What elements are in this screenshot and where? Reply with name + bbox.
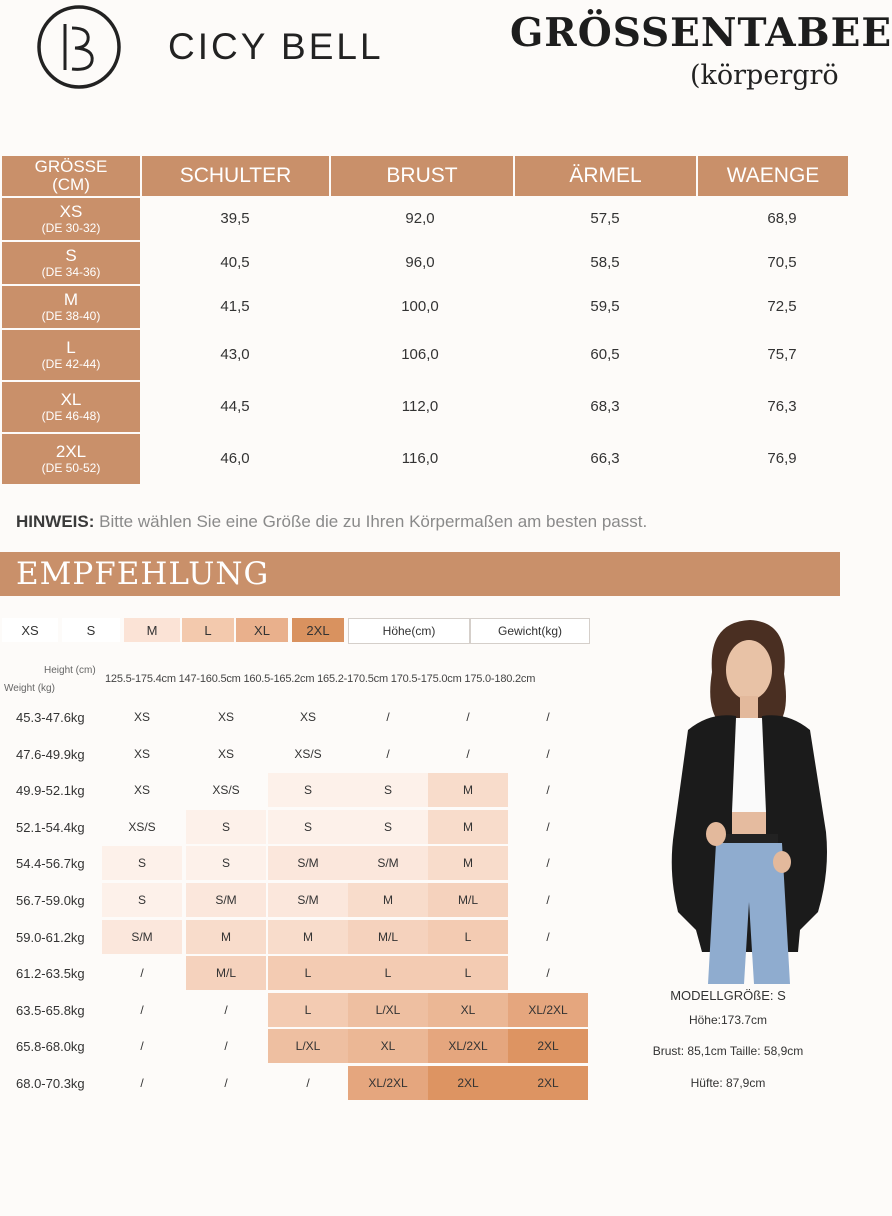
- recommendation-cell: S: [268, 773, 348, 807]
- recommendation-cell: /: [140, 1002, 144, 1017]
- size-table-cell: 76,3: [767, 398, 797, 415]
- recommendation-cell: XS/S: [186, 773, 266, 807]
- recommendation-cell: /: [140, 966, 144, 981]
- page-subtitle: (körpergrö: [690, 60, 839, 91]
- size-table-cell: 58,5: [590, 254, 620, 271]
- legend-size-chip: S: [62, 618, 120, 642]
- recommendation-cell: M/L: [348, 920, 428, 954]
- recommendation-cell: /: [546, 893, 550, 907]
- header-size: [2, 156, 140, 196]
- recommendation-cell: /: [546, 819, 550, 834]
- weight-range-label: 63.5-65.8kg: [16, 1002, 85, 1018]
- recommendation-cell: M: [348, 883, 428, 917]
- size-table-cell: 75,7: [767, 346, 797, 363]
- recommendation-cell: 2XL: [508, 1029, 588, 1063]
- size-note: [16, 512, 647, 532]
- recommendation-cell: XS/S: [102, 810, 182, 844]
- model-photo: [650, 612, 848, 984]
- recommendation-cell: S: [348, 773, 428, 807]
- size-name: M: [63, 290, 79, 309]
- size-name: 2XL: [55, 442, 87, 461]
- recommendation-cell: 2XL: [428, 1066, 508, 1100]
- recommendation-cell: S: [102, 883, 182, 917]
- recommendation-cell: S: [186, 810, 266, 844]
- banner-title: EMPFEHLUNG: [16, 556, 270, 592]
- recommendation-cell: L: [428, 956, 508, 990]
- recommendation-cell: /: [546, 966, 550, 981]
- recommendation-cell: /: [224, 1076, 228, 1090]
- size-row-label: [2, 330, 140, 380]
- recommendation-cell: L: [348, 956, 428, 990]
- size-table-cell: 39,5: [220, 210, 250, 227]
- recommendation-cell: S/M: [186, 883, 266, 917]
- size-table-cell: 112,0: [401, 398, 439, 415]
- size-table-cell: 41,5: [220, 298, 250, 315]
- recommendation-cell: /: [546, 783, 550, 798]
- recommendation-cell: XS/S: [268, 737, 348, 771]
- brand-logo-icon: [32, 4, 126, 90]
- recommendation-cell: /: [386, 746, 390, 761]
- size-name: XS: [59, 202, 83, 221]
- recommendation-cell: XS: [186, 700, 266, 734]
- recommendation-cell: XS: [186, 737, 266, 771]
- weight-range-label: 61.2-63.5kg: [16, 966, 85, 982]
- recommendation-cell: /: [306, 1076, 310, 1090]
- size-table-cell: 72,5: [767, 298, 797, 315]
- recommendation-cell: XL/2XL: [428, 1029, 508, 1063]
- size-table-cell: 92,0: [405, 210, 435, 227]
- recommendation-cell: /: [466, 710, 470, 724]
- recommendation-cell: L: [268, 956, 348, 990]
- legend-size-chip: M: [124, 618, 180, 642]
- weight-range-label: 49.9-52.1kg: [16, 783, 85, 799]
- recommendation-cell: /: [224, 1002, 228, 1017]
- model-size: MODELLGRÖßE: S: [670, 988, 786, 1003]
- recommendation-cell: XL: [428, 993, 508, 1027]
- recommendation-cell: L/XL: [268, 1029, 348, 1063]
- size-table-cell: 46,0: [220, 450, 250, 467]
- recommendation-cell: M: [428, 846, 508, 880]
- size-de-range: (DE 50-52): [41, 461, 101, 475]
- recommendation-cell: S/M: [102, 920, 182, 954]
- weight-range-label: 45.3-47.6kg: [16, 710, 85, 725]
- model-height: Höhe:173.7cm: [688, 1013, 768, 1027]
- recommendation-cell: XS: [102, 700, 182, 734]
- size-table-cell: 40,5: [220, 254, 250, 271]
- note-label: HINWEIS:: [16, 512, 95, 531]
- recommendation-cell: /: [546, 710, 550, 724]
- header-shoulder: SCHULTER: [142, 156, 329, 196]
- recommendation-cell: L: [428, 920, 508, 954]
- recommendation-cell: M: [268, 920, 348, 954]
- size-de-range: (DE 46-48): [41, 409, 101, 423]
- recommendation-cell: S/M: [348, 846, 428, 880]
- recommendation-cell: S/M: [268, 846, 348, 880]
- recommendation-cell: S: [348, 810, 428, 844]
- size-de-range: (DE 42-44): [41, 357, 101, 371]
- size-row-label: [2, 286, 140, 328]
- recommendation-cell: S: [102, 846, 182, 880]
- recommendation-cell: M/L: [186, 956, 266, 990]
- size-de-range: (DE 38-40): [41, 309, 101, 323]
- size-table-cell: 106,0: [401, 346, 439, 363]
- recommendation-cell: S: [268, 810, 348, 844]
- size-table-cell: 44,5: [220, 398, 250, 415]
- recommendation-cell: M/L: [428, 883, 508, 917]
- weight-range-label: 59.0-61.2kg: [16, 929, 85, 945]
- size-table-cell: 66,3: [590, 450, 620, 467]
- model-bust-waist: Brust: 85,1cm Taille: 58,9cm: [652, 1044, 804, 1058]
- weight-range-label: 65.8-68.0kg: [16, 1039, 85, 1055]
- legend-size-chip: XL: [236, 618, 288, 642]
- recommendation-cell: XS: [268, 700, 348, 734]
- recommendation-cell: XS: [102, 737, 182, 771]
- recommendation-cell: S: [186, 846, 266, 880]
- weight-range-label: 56.7-59.0kg: [16, 893, 85, 908]
- recommendation-cell: /: [546, 856, 550, 871]
- weight-range-label: 68.0-70.3kg: [16, 1076, 85, 1091]
- recommendation-cell: /: [386, 710, 390, 724]
- recommendation-cell: XL/2XL: [508, 993, 588, 1027]
- size-name: L: [66, 338, 76, 357]
- size-table-cell: 96,0: [405, 254, 435, 271]
- size-table-cell: 68,9: [767, 210, 797, 227]
- recommendation-cell: XL/2XL: [348, 1066, 428, 1100]
- size-table-cell: 43,0: [220, 346, 250, 363]
- size-row-label: [2, 382, 140, 432]
- recommendation-cell: M: [186, 920, 266, 954]
- weight-range-label: 54.4-56.7kg: [16, 856, 85, 872]
- recommendation-cell: /: [546, 746, 550, 761]
- header-bust: BRUST: [331, 156, 513, 196]
- recommendation-cell: XS: [102, 773, 182, 807]
- page-title: GRÖSSENTABEE: [510, 10, 892, 56]
- header-size-label: GRÖSSE (CM): [34, 157, 108, 194]
- recommendation-cell: M: [428, 810, 508, 844]
- legend-size-chip: 2XL: [292, 618, 344, 642]
- size-row-label: [2, 198, 140, 240]
- legend-size-chip: XS: [2, 618, 58, 642]
- legend-height-box: Höhe(cm): [348, 618, 470, 644]
- header-sleeve: ÄRMEL: [515, 156, 696, 196]
- size-table: [2, 156, 848, 486]
- recommendation-cell: /: [466, 746, 470, 761]
- weight-range-label: 52.1-54.4kg: [16, 819, 85, 835]
- recommendation-cell: /: [140, 1039, 144, 1054]
- size-row-label: [2, 434, 140, 484]
- height-axis-label: Height (cm): [44, 665, 96, 676]
- note-text: Bitte wählen Sie eine Größe die zu Ihren Körpermaßen am besten passt.: [94, 512, 648, 531]
- size-table-cell: 100,0: [401, 298, 439, 315]
- legend-size-chip: L: [182, 618, 234, 642]
- size-name: XL: [60, 390, 82, 409]
- size-de-range: (DE 30-32): [41, 221, 101, 235]
- size-de-range: (DE 34-36): [41, 265, 101, 279]
- recommendation-cell: L: [268, 993, 348, 1027]
- size-table-cell: 59,5: [590, 298, 620, 315]
- height-ranges: 125.5-175.4cm 147-160.5cm 160.5-165.2cm 165.2-170.5cm 170.5-175.0cm 175.0-180.2cm: [105, 673, 536, 685]
- recommendation-cell: /: [546, 929, 550, 944]
- recommendation-cell: L/XL: [348, 993, 428, 1027]
- weight-axis-label: Weight (kg): [4, 683, 55, 694]
- size-name: S: [65, 246, 77, 265]
- recommendation-cell: /: [140, 1076, 144, 1090]
- size-table-cell: 70,5: [767, 254, 797, 271]
- header-length: WAENGE: [698, 156, 848, 196]
- size-table-cell: 76,9: [767, 450, 797, 467]
- recommendation-cell: S/M: [268, 883, 348, 917]
- size-table-cell: 57,5: [590, 210, 620, 227]
- model-hip: Hüfte: 87,9cm: [690, 1076, 766, 1090]
- size-row-label: [2, 242, 140, 284]
- size-table-cell: 68,3: [590, 398, 620, 415]
- brand-name: CICY BELL: [168, 26, 384, 67]
- size-table-cell: 60,5: [590, 346, 620, 363]
- recommendation-cell: /: [224, 1039, 228, 1054]
- legend-weight-box: Gewicht(kg): [470, 618, 590, 644]
- size-table-cell: 116,0: [401, 450, 439, 467]
- recommendation-cell: 2XL: [508, 1066, 588, 1100]
- weight-range-label: 47.6-49.9kg: [16, 746, 85, 762]
- recommendation-cell: M: [428, 773, 508, 807]
- recommendation-cell: XL: [348, 1029, 428, 1063]
